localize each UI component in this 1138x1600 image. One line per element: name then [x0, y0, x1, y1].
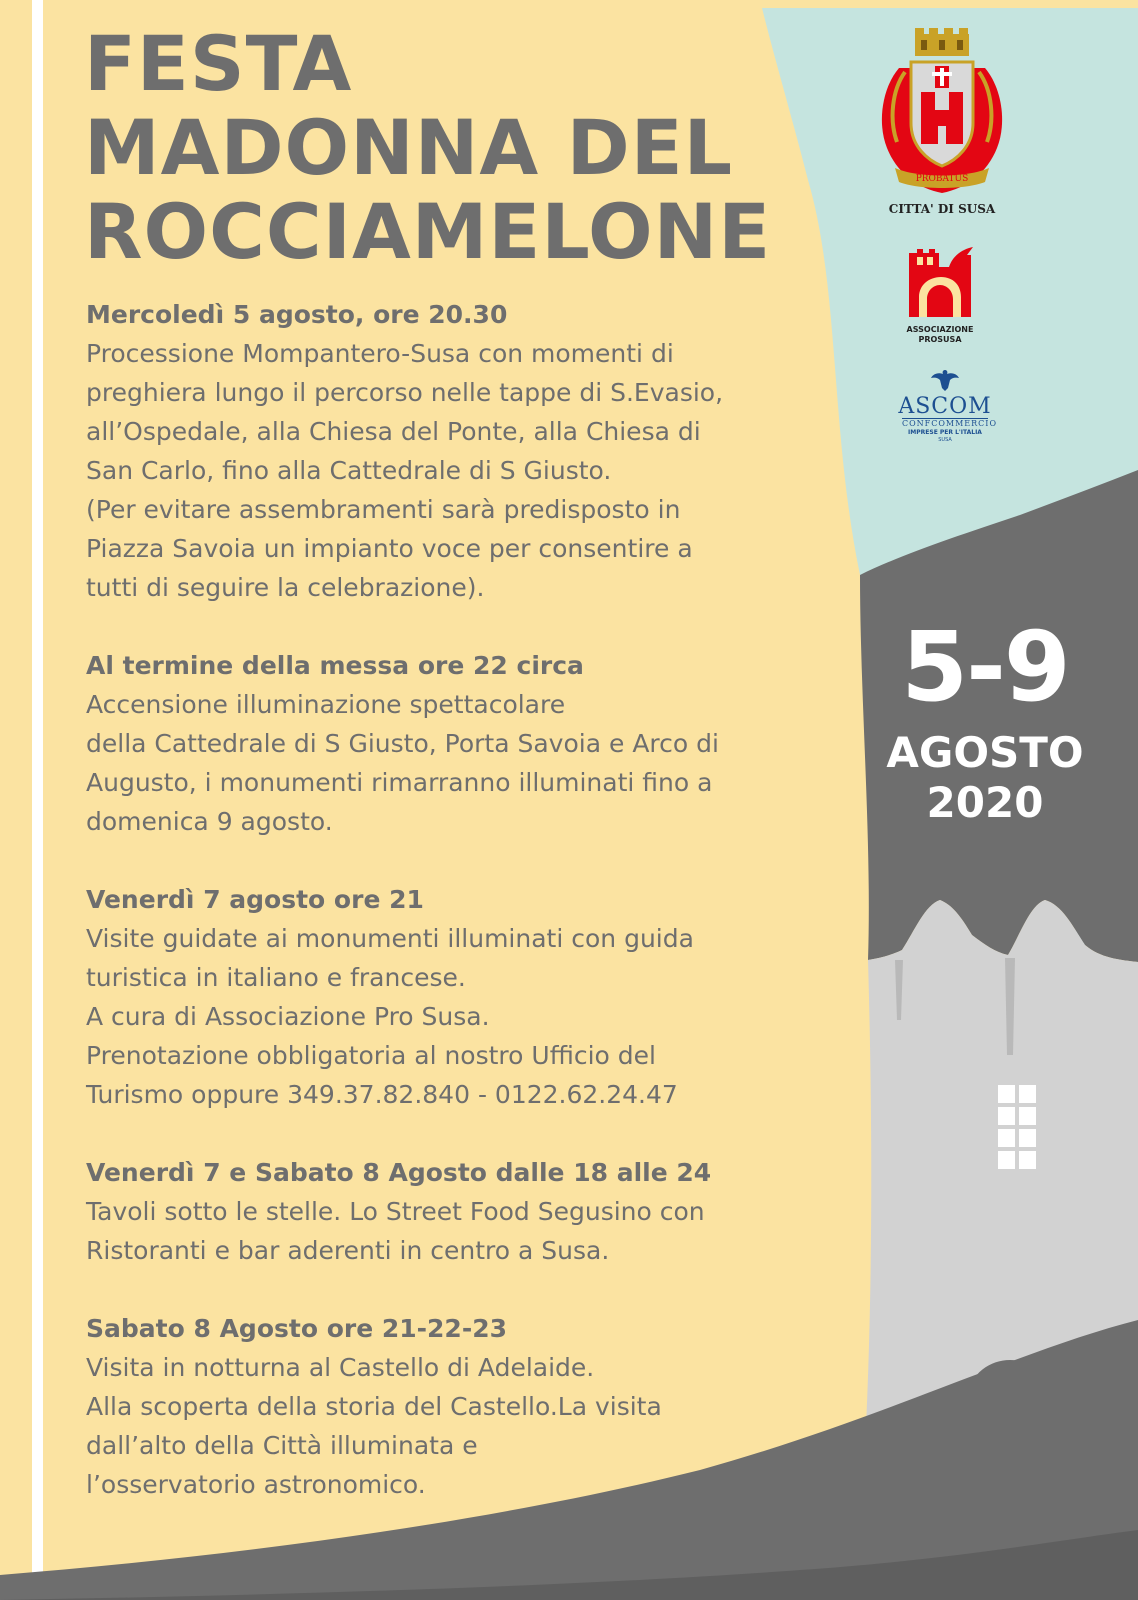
susa-motto: PROBATUS: [915, 174, 969, 184]
event-text-line: domenica 9 agosto.: [86, 807, 333, 836]
event-item: [86, 295, 766, 607]
ascom-sub3: SUSA: [938, 437, 952, 443]
event-text-line: Accensione illuminazione spettacolare: [86, 690, 566, 719]
event-text-line: Augusto, i monumenti rimarranno illuminati fino a: [86, 768, 713, 797]
event-text-line: Prenotazione obbligatoria al nostro Ufficio del: [86, 1041, 656, 1070]
event-text-line: l’osservatorio astronomico.: [86, 1470, 426, 1499]
event-list: [86, 295, 766, 1543]
poster-title: [84, 19, 772, 276]
susa-logo: [872, 28, 1012, 216]
event-text-line: Processione Mompantero-Susa con momenti di: [86, 339, 674, 368]
title-line-2: MADONNA DEL: [84, 103, 734, 192]
event-text-line: dall’alto della Città illuminata e: [86, 1431, 478, 1460]
event-text-line: Ristoranti e bar aderenti in centro a Susa.: [86, 1236, 610, 1265]
event-text-line: turistica in italiano e francese.: [86, 963, 466, 992]
date-month: AGOSTO: [886, 728, 1084, 777]
coat-of-arms-icon: [877, 28, 1007, 196]
prosusa-caption-line2: PROSUSA: [918, 335, 962, 344]
date-range: 5-9: [901, 611, 1069, 723]
event-text-line: Visite guidate ai monumenti illuminati con guida: [86, 924, 694, 953]
event-text-line: Turismo oppure 349.37.82.840 - 0122.62.24.47: [86, 1080, 678, 1109]
date-year: 2020: [926, 778, 1044, 827]
event-text-line: Piazza Savoia un impianto voce per consentire a: [86, 534, 693, 563]
event-heading: Mercoledì 5 agosto, ore 20.30: [86, 300, 508, 329]
event-text-line: preghiera lungo il percorso nelle tappe di S.Evasio,: [86, 378, 724, 407]
event-heading: Al termine della messa ore 22 circa: [86, 651, 584, 680]
event-item: [86, 646, 766, 841]
prosusa-caption-line1: ASSOCIAZIONE: [906, 325, 974, 334]
title-line-3: ROCCIAMELONE: [84, 187, 772, 276]
event-heading: Sabato 8 Agosto ore 21-22-23: [86, 1314, 507, 1343]
susa-caption: CITTA' DI SUSA: [888, 202, 996, 216]
event-text-line: all’Ospedale, alla Chiesa del Ponte, alla Chiesa di: [86, 417, 701, 446]
event-heading: Venerdì 7 e Sabato 8 Agosto dalle 18 alle 24: [86, 1158, 712, 1187]
event-text-line: Visita in notturna al Castello di Adelaide.: [86, 1353, 595, 1382]
event-item: [86, 880, 766, 1114]
event-text-line: tutti di seguire la celebrazione).: [86, 573, 485, 602]
ascom-sub2: IMPRESE PER L'ITALIA: [908, 429, 982, 436]
ascom-sub1: CONFCOMMERCIO: [902, 419, 997, 428]
event-text-line: (Per evitare assembramenti sarà predisposto in: [86, 495, 681, 524]
event-text-line: della Cattedrale di S Giusto, Porta Savoia e Arco di: [86, 729, 719, 758]
event-text-line: Alla scoperta della storia del Castello.La visita: [86, 1392, 662, 1421]
ascom-logo: [890, 368, 1000, 444]
event-text-line: Tavoli sotto le stelle. Lo Street Food Segusino con: [86, 1197, 705, 1226]
eagle-icon: [930, 368, 960, 392]
event-item: [86, 1309, 766, 1504]
event-item: [86, 1153, 766, 1270]
prosusa-logo: [900, 245, 980, 345]
event-text-line: San Carlo, fino alla Cattedrale di S Giusto.: [86, 456, 612, 485]
event-text-line: A cura di Associazione Pro Susa.: [86, 1002, 490, 1031]
ascom-name: ASCOM: [898, 394, 992, 419]
title-line-1: FESTA: [84, 19, 353, 108]
tower-arch-icon: [905, 245, 975, 321]
event-heading: Venerdì 7 agosto ore 21: [86, 885, 424, 914]
